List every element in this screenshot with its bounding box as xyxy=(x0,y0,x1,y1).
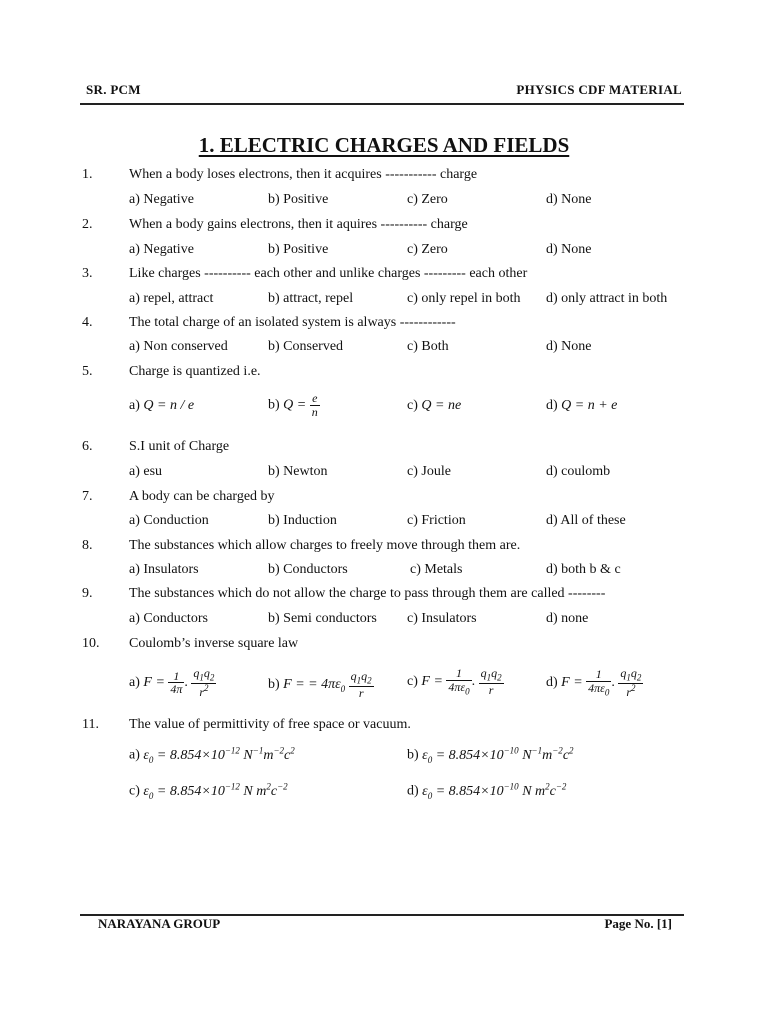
coefficient-text: = 4πε xyxy=(308,676,341,692)
question-text: Coulomb’s inverse square law xyxy=(129,636,299,651)
option-b: b) Positive xyxy=(268,192,329,207)
option-a-label: a) xyxy=(129,747,140,763)
option-b: b) Conductors xyxy=(268,562,348,577)
option-d: d) None xyxy=(546,339,592,354)
subscript: 0 xyxy=(604,686,610,697)
epsilon: ε xyxy=(143,783,149,799)
charge-fraction xyxy=(479,667,504,696)
option-d: d) both b & c xyxy=(546,562,621,577)
fraction-denominator: r xyxy=(358,685,364,700)
fraction-numerator: 1 xyxy=(446,667,471,681)
option-b-label: b) xyxy=(268,397,280,413)
subscript: 1 xyxy=(199,672,204,683)
option-c: c) Friction xyxy=(407,513,466,528)
question-text: When a body gains electrons, then it aquires ---------- charge xyxy=(129,217,468,232)
question-number: 7. xyxy=(82,489,93,504)
header-rule xyxy=(80,103,684,105)
option-c: c) F = $\frac{1}{4\pi\varepsilon_0}$ . $\frac{q_1q_2}{r}$ xyxy=(407,666,502,697)
subscript: 2 xyxy=(636,672,642,683)
formula-lhs: F = xyxy=(421,673,443,689)
option-b-label: b) xyxy=(268,676,280,692)
option-b-lhs: Q = xyxy=(283,397,307,413)
page-number: Page No. [1] xyxy=(604,916,672,931)
option-d: d) coulomb xyxy=(546,464,611,479)
header-right: PHYSICS CDF MATERIAL xyxy=(516,82,682,97)
permittivity-formula xyxy=(422,781,567,801)
option-c xyxy=(407,398,461,414)
subscript: 2 xyxy=(367,675,372,686)
option-b-label: b) xyxy=(407,747,419,763)
subscript: 2 xyxy=(497,672,502,683)
option-b: b) Semi conductors xyxy=(268,611,377,626)
option-c: c) Both xyxy=(407,339,449,354)
question-number: 5. xyxy=(82,364,93,379)
units: N $m^2c^{-2}$ xyxy=(243,781,288,799)
formula-lhs: F = xyxy=(283,676,305,692)
option-d: d) F = $\frac{1}{4\pi\varepsilon_0}$ . $\frac{q_1q_2}{r^2}$ xyxy=(546,666,642,699)
exponent: −2 xyxy=(273,745,285,755)
question-number: 11. xyxy=(82,717,99,732)
subscript: 0 xyxy=(465,685,470,696)
coefficient-fraction xyxy=(446,667,471,696)
option-d-label: d) xyxy=(546,398,558,413)
option-c: c) only repel in both xyxy=(407,291,521,306)
exponent: −1 xyxy=(531,745,543,755)
option-d: d) All of these xyxy=(546,513,626,528)
exponent: −2 xyxy=(552,745,563,755)
coefficient-fraction xyxy=(586,668,611,697)
question-number: 6. xyxy=(82,439,93,454)
charge-q1: q xyxy=(193,666,200,680)
option-c: c) Zero xyxy=(407,192,448,207)
question-text: The substances which allow charges to freely move through them are. xyxy=(129,538,521,553)
units: $N^{-1}m^{-2}c^2$ xyxy=(522,745,574,763)
question-text: When a body loses electrons, then it acquires ----------- charge xyxy=(129,167,478,182)
formula-lhs: F = xyxy=(143,674,165,690)
option-a xyxy=(129,745,295,764)
option-d-label: d) xyxy=(546,674,558,690)
page-title: 1. ELECTRIC CHARGES AND FIELDS xyxy=(198,133,570,157)
option-b xyxy=(268,670,374,699)
exponent: −10 xyxy=(503,781,519,791)
permittivity-formula xyxy=(422,745,574,765)
charge-fraction xyxy=(191,667,216,698)
subscript: 0 xyxy=(340,683,346,694)
fraction-numerator xyxy=(191,667,216,684)
option-a: a) Insulators xyxy=(129,562,199,577)
fraction-numerator xyxy=(618,667,643,684)
option-b xyxy=(268,392,320,418)
exponent: 2 xyxy=(290,745,295,755)
header-left: SR. PCM xyxy=(86,82,141,97)
question-text: The value of permittivity of free space or vacuum. xyxy=(129,717,411,732)
subscript: 0 xyxy=(148,790,154,801)
permittivity-formula xyxy=(143,745,295,765)
option-a-formula: Q = n / e xyxy=(143,398,195,413)
fraction-denominator: r xyxy=(488,682,494,697)
exponent: −2 xyxy=(277,781,288,791)
charge-fraction xyxy=(618,667,643,698)
charge-q1: q xyxy=(480,666,487,680)
exponent: −10 xyxy=(503,745,519,755)
option-c-formula: Q = ne xyxy=(421,398,462,413)
option-a: a) F = $\frac{1}{4\pi}$ . $\frac{q_1q_2}{r^2}$ xyxy=(129,666,215,699)
option-c: c) Joule xyxy=(407,464,451,479)
epsilon: ε xyxy=(422,747,428,763)
question-text: A body can be charged by xyxy=(129,489,275,504)
question-text: The substances which do not allow the charge to pass through them are called -------- xyxy=(129,586,606,601)
subscript: 0 xyxy=(427,790,433,801)
exponent: 2 xyxy=(266,781,271,791)
option-b-fraction xyxy=(310,392,320,418)
denominator-text: 4πε xyxy=(588,680,605,695)
units: $N^{-1}m^{-2}c^2$ xyxy=(243,745,295,763)
charge-q2: q xyxy=(361,669,368,683)
question-text: Like charges ---------- each other and unlike charges --------- each other xyxy=(129,266,528,281)
option-a: a) Conduction xyxy=(129,513,209,528)
option-d-formula: Q = n + e xyxy=(561,398,618,413)
option-d-label: d) xyxy=(407,783,419,799)
option-b: b) Conserved xyxy=(268,339,344,354)
fraction-numerator: e xyxy=(310,392,320,406)
option-c xyxy=(129,781,288,800)
option-a: a) repel, attract xyxy=(129,291,214,306)
option-d: d) None xyxy=(546,242,592,257)
option-b: b) Induction xyxy=(268,513,337,528)
exponent: −12 xyxy=(224,745,240,755)
option-a: a) Negative xyxy=(129,242,194,257)
distance-r: r xyxy=(199,684,204,699)
distance-r: r xyxy=(626,684,631,699)
option-c-label: c) xyxy=(407,673,418,689)
option-c-label: c) xyxy=(407,398,418,413)
option-a xyxy=(129,398,194,414)
option-c: c) Insulators xyxy=(407,611,477,626)
exponent: −2 xyxy=(555,781,567,791)
question-number: 3. xyxy=(82,266,93,281)
question-number: 8. xyxy=(82,538,93,553)
option-c: c) Metals xyxy=(410,562,463,577)
formula-lhs: F = xyxy=(561,674,583,690)
charge-q1: q xyxy=(620,666,627,680)
question-number: 9. xyxy=(82,586,93,601)
fraction-denominator xyxy=(586,682,611,698)
exponent: −12 xyxy=(224,781,240,791)
charge-q1: q xyxy=(350,669,357,683)
fraction-denominator: n xyxy=(311,404,318,419)
option-d: d) None xyxy=(546,192,592,207)
superscript: 2 xyxy=(203,682,209,693)
fraction-denominator xyxy=(446,681,471,697)
subscript: 2 xyxy=(209,672,215,683)
charge-q2: q xyxy=(491,666,498,680)
option-d xyxy=(546,398,617,414)
subscript: 1 xyxy=(626,672,631,683)
fraction-numerator xyxy=(479,667,504,684)
fraction-numerator xyxy=(349,670,374,687)
exponent: 2 xyxy=(569,745,574,755)
exponent: −1 xyxy=(252,745,264,755)
question-number: 2. xyxy=(82,217,93,232)
exponent: 2 xyxy=(545,781,550,791)
value: = 8.854×10 xyxy=(156,783,225,799)
option-d: d) only attract in both xyxy=(546,291,668,306)
option-a: a) Non conserved xyxy=(129,339,228,354)
units: N $m^2c^{-2}$ xyxy=(522,781,567,799)
subscript: 0 xyxy=(427,754,433,765)
charge-fraction xyxy=(349,670,374,699)
option-d: d) none xyxy=(546,611,589,626)
option-c: c) Zero xyxy=(407,242,448,257)
option-a-label: a) xyxy=(129,674,140,690)
question-number: 10. xyxy=(82,636,100,651)
fraction-denominator xyxy=(191,684,216,699)
question-text: The total charge of an isolated system is always ------------ xyxy=(129,315,456,330)
question-text: S.I unit of Charge xyxy=(129,439,230,454)
option-b xyxy=(407,745,574,764)
permittivity-formula xyxy=(143,781,288,801)
option-a: a) Conductors xyxy=(129,611,208,626)
footer-left: NARAYANA GROUP xyxy=(98,916,221,931)
charge-q2: q xyxy=(630,666,637,680)
fraction-denominator: 4π xyxy=(170,682,183,697)
option-a: a) Negative xyxy=(129,192,194,207)
option-a-label: a) xyxy=(129,398,140,413)
epsilon: ε xyxy=(143,747,149,763)
fraction-denominator xyxy=(618,684,643,699)
question-number: 4. xyxy=(82,315,93,330)
value: = 8.854×10 xyxy=(156,747,225,763)
option-b: b) Newton xyxy=(268,464,328,479)
fraction-numerator: 1 xyxy=(168,670,184,684)
subscript: 1 xyxy=(356,675,362,686)
question-text: Charge is quantized i.e. xyxy=(129,364,261,379)
option-b: b) attract, repel xyxy=(268,291,354,306)
superscript: 2 xyxy=(631,682,636,693)
coefficient xyxy=(308,677,345,692)
option-d xyxy=(407,781,566,800)
option-b: b) Positive xyxy=(268,242,329,257)
fraction-numerator: 1 xyxy=(586,668,611,682)
coefficient-fraction xyxy=(168,670,184,696)
subscript: 0 xyxy=(148,754,154,765)
option-c-label: c) xyxy=(129,783,140,799)
value: = 8.854×10 xyxy=(435,783,504,799)
epsilon: ε xyxy=(422,783,428,799)
subscript: 1 xyxy=(486,672,492,683)
option-a: a) esu xyxy=(129,464,163,479)
value: = 8.854×10 xyxy=(435,747,504,763)
charge-q2: q xyxy=(203,666,210,680)
question-number: 1. xyxy=(82,167,93,182)
denominator-text: 4πε xyxy=(448,679,466,694)
